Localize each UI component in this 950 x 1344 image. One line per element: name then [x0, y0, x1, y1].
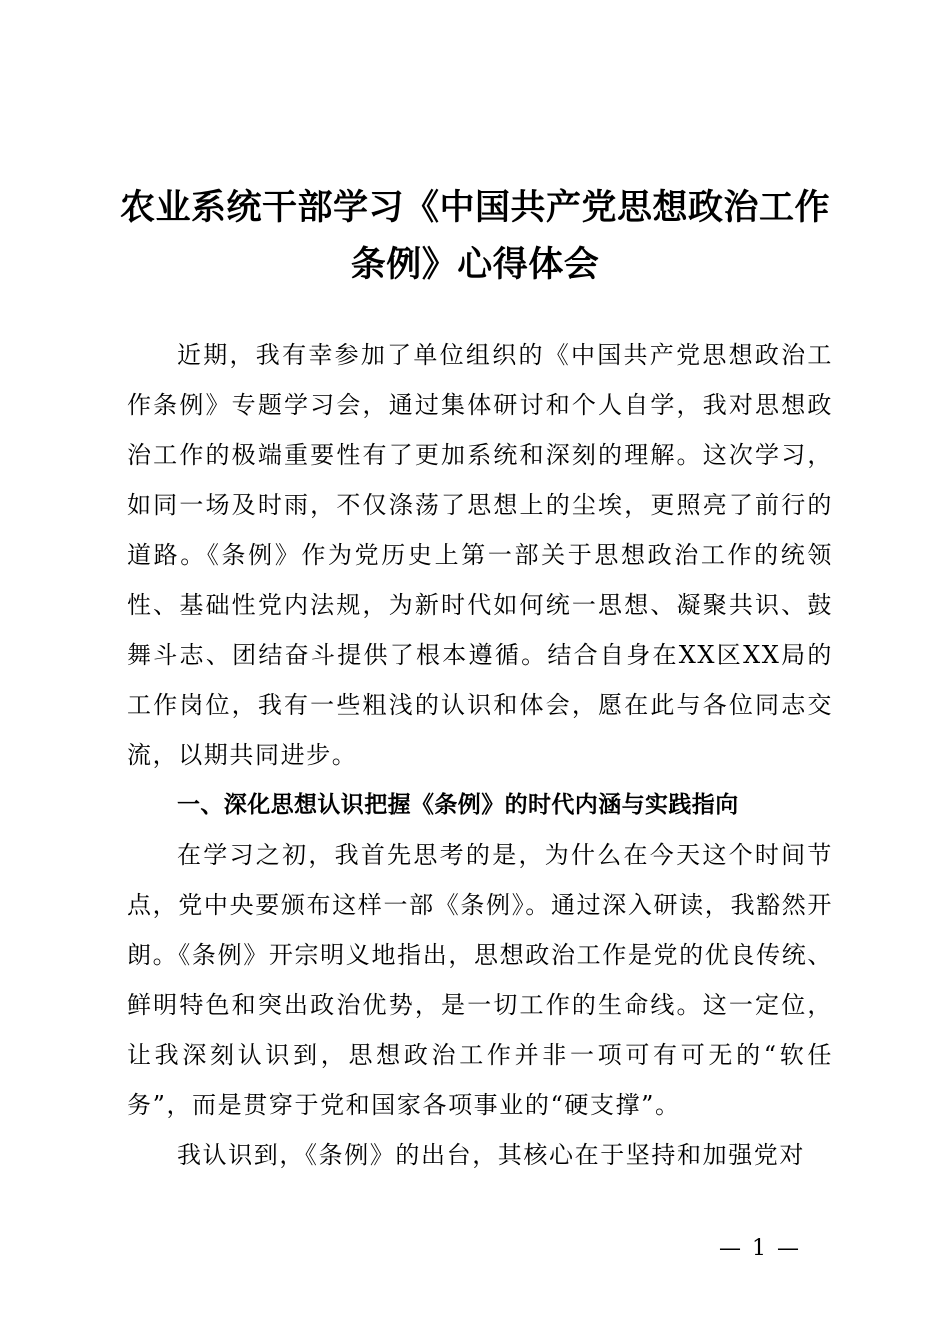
page-number: — 1 —: [719, 1236, 801, 1261]
document-body: [127, 330, 833, 1180]
intro-paragraph: 近期，我有幸参加了单位组织的《中国共产党思想政治工作条例》专题学习会，通过集体研讨和个人自学，我对思想政治工作的极端重要性有了更加系统和深刻的理解。这次学习，如同一场及时雨，不仅涤荡了思想上的尘埃，更照亮了前行的道路。《条例》作为党历史上第一部关于思想政治工作的统领性、基础性党内法规，为新时代如何统一思想、凝聚共识、鼓舞斗志、团结奋斗提供了根本遵循。结合自身在XX区XX局的工作岗位，我有一些粗浅的认识和体会，愿在此与各位同志交流，以期共同进步。: [127, 341, 833, 769]
body-paragraph-continued: 我认识到，《条例》的出台，其核心在于坚持和加强党对: [177, 1141, 805, 1169]
document-title: [100, 180, 850, 294]
title-line-1: 农业系统干部学习《中国共产党思想政治工作: [119, 188, 830, 228]
body-paragraph: 在学习之初，我首先思考的是，为什么在今天这个时间节点，党中央要颁布这样一部《条例》。通过深入研读，我豁然开朗。《条例》开宗明义地指出，思想政治工作是党的优良传统、鲜明特色和突出政治优势，是一切工作的生命线。这一定位，让我深刻认识到，思想政治工作并非一项可有可无的“软任务”，而是贯穿于党和国家各项事业的“硬支撑”。: [127, 841, 833, 1119]
title-line-2: 条例》心得体会: [350, 245, 600, 285]
section-heading: 一、深化思想认识把握《条例》的时代内涵与实践指向: [177, 792, 739, 818]
